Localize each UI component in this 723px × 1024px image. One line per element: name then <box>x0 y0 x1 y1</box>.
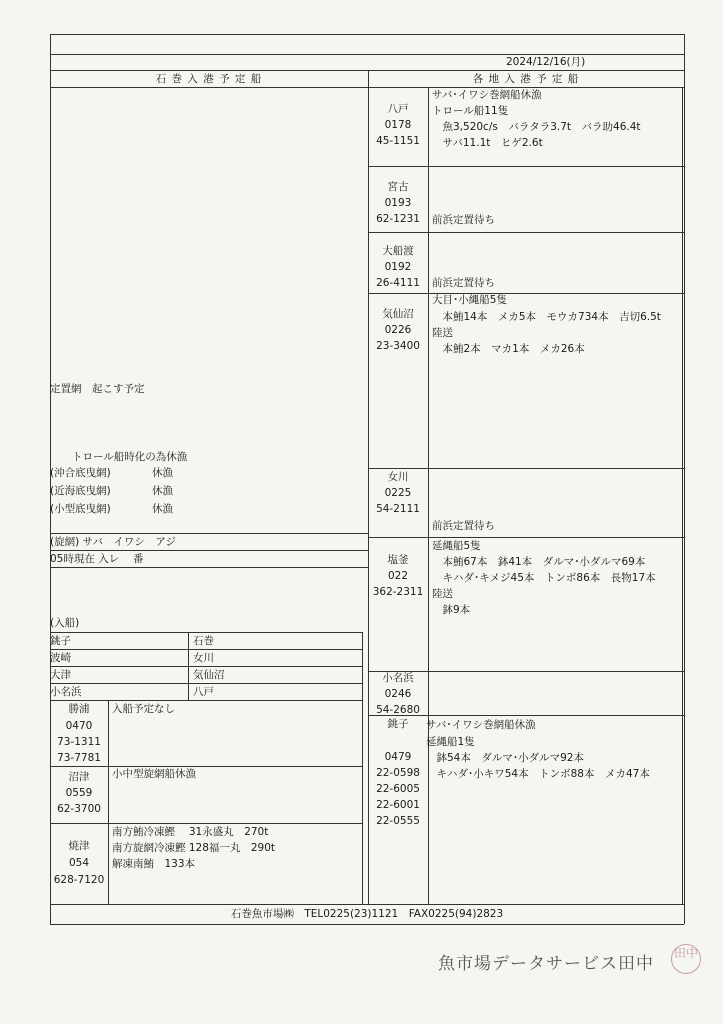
region-line: 陸送 <box>432 588 453 600</box>
region-code: 0178 <box>384 119 412 131</box>
teichi-line: 定置網 起こす予定 <box>50 383 145 395</box>
port-code: 054 <box>68 857 90 869</box>
region-line: 陸送 <box>432 327 453 339</box>
region-tel: 54-2680 <box>376 704 420 716</box>
port-tel: 73-7781 <box>57 752 101 764</box>
region-line: 本鮪2本 マカ1本 メカ26本 <box>432 343 585 355</box>
port-note: 小中型旋網船休漁 <box>112 768 196 780</box>
trawl-row-status: 休漁 <box>152 503 173 515</box>
region-name: 小名浜 <box>382 672 414 684</box>
region-line: 本鮪67本 鉢41本 ダルマ･小ダルマ69本 <box>432 556 646 568</box>
ishinomaki-section-title: 石 巻 入 港 予 定 船 <box>155 73 263 85</box>
region-tel: 45-1151 <box>376 135 420 147</box>
region-code: 022 <box>387 570 409 582</box>
port-note: 南方旋網冷凍鰹 128福一丸 290t <box>112 842 276 854</box>
region-code: 0479 <box>384 751 412 763</box>
port-tel: 73-1311 <box>57 736 101 748</box>
port-tel: 628-7120 <box>53 874 105 886</box>
regional-section-title: 各 地 入 港 予 定 船 <box>472 73 580 85</box>
trawl-row-label: (小型底曳網) <box>50 503 111 515</box>
port-name: 勝浦 <box>68 703 90 715</box>
senmo-line: (旋網) サバ イワシ アジ <box>50 536 176 548</box>
region-line: トロール船11隻 <box>432 105 509 117</box>
region-code: 0193 <box>384 197 412 209</box>
port-cell: 石巻 <box>193 635 214 647</box>
region-line: キハダ･キメジ45本 トンボ86本 長物17本 <box>432 572 656 584</box>
region-tel: 26-4111 <box>376 277 420 289</box>
trawl-row-status: 休漁 <box>152 485 173 497</box>
region-name: 八戸 <box>387 103 409 115</box>
region-code: 0246 <box>384 688 412 700</box>
port-cell: 大津 <box>50 669 71 681</box>
region-line: サバ11.1t ヒゲ2.6t <box>432 137 543 149</box>
region-tel: 62-1231 <box>376 213 420 225</box>
region-name: 女川 <box>387 471 409 483</box>
region-tel: 22-0555 <box>376 815 420 827</box>
region-code: 0225 <box>384 487 412 499</box>
port-cell: 気仙沼 <box>193 669 225 681</box>
region-line: 魚3,520c/s バラタラ3.7t バラ助46.4t <box>432 121 641 133</box>
port-name: 沼津 <box>68 771 90 783</box>
region-line: 鉢9本 <box>432 604 471 616</box>
trawl-row-status: 休漁 <box>152 467 173 479</box>
region-name: 塩釜 <box>387 554 409 566</box>
port-note: 入船予定なし <box>112 703 175 715</box>
region-line: 前浜定置待ち <box>432 277 495 289</box>
trawl-row-label: (近海底曳網) <box>50 485 111 497</box>
region-line: 大目･小縄船5隻 <box>432 294 507 306</box>
region-name: 宮古 <box>387 181 409 193</box>
region-tel: 22-6005 <box>376 783 420 795</box>
region-name: 大船渡 <box>382 245 414 257</box>
region-line: サバ･イワシ巻網船休漁 <box>432 89 542 101</box>
port-code: 0559 <box>65 787 93 799</box>
port-note: 南方鮪冷凍鰹 31永盛丸 270t <box>112 826 269 838</box>
region-line: 本鮪14本 メカ5本 モウカ734本 吉切6.5t <box>432 311 661 323</box>
trawl-row-label: (沖合底曳網) <box>50 467 111 479</box>
port-note: 解凍南鮪 133本 <box>112 858 196 870</box>
port-tel: 62-3700 <box>57 803 101 815</box>
region-name: 銚子 <box>387 718 409 730</box>
signature: 魚市場データサービス田中 <box>438 954 654 974</box>
region-line: 鉢54本 ダルマ･小ダルマ92本 <box>426 752 584 764</box>
nyusen-label: (入船) <box>50 617 80 629</box>
report-date: 2024/12/16(月) <box>506 56 586 68</box>
region-tel: 23-3400 <box>376 340 420 352</box>
seal-stamp: 田中 <box>671 944 701 974</box>
region-tel: 362-2311 <box>372 586 424 598</box>
region-name: 気仙沼 <box>382 308 414 320</box>
region-tel: 22-0598 <box>376 767 420 779</box>
region-line: 延縄船1隻 <box>426 736 475 748</box>
footer-contact: 石巻魚市場㈱ TEL0225(23)1121 FAX0225(94)2823 <box>230 908 504 920</box>
region-line: キハダ･小キワ54本 トンボ88本 メカ47本 <box>426 768 650 780</box>
region-line: 前浜定置待ち <box>432 214 495 226</box>
region-code: 0192 <box>384 261 412 273</box>
trawl-line: トロール船時化の為休漁 <box>72 451 188 463</box>
region-code: 0226 <box>384 324 412 336</box>
region-tel: 22-6001 <box>376 799 420 811</box>
port-cell: 銚子 <box>50 635 71 647</box>
region-line: 延縄船5隻 <box>432 540 481 552</box>
port-name: 焼津 <box>68 840 90 852</box>
port-cell: 女川 <box>193 652 214 664</box>
port-cell: 八戸 <box>193 686 214 698</box>
port-cell: 波崎 <box>50 652 71 664</box>
region-line: 前浜定置待ち <box>432 520 495 532</box>
region-line: サバ･イワシ巻網船休漁 <box>426 719 536 731</box>
port-code: 0470 <box>65 720 93 732</box>
port-cell: 小名浜 <box>50 686 82 698</box>
senmo-time: 05時現在 入レ 番 <box>50 553 144 565</box>
region-tel: 54-2111 <box>376 503 420 515</box>
